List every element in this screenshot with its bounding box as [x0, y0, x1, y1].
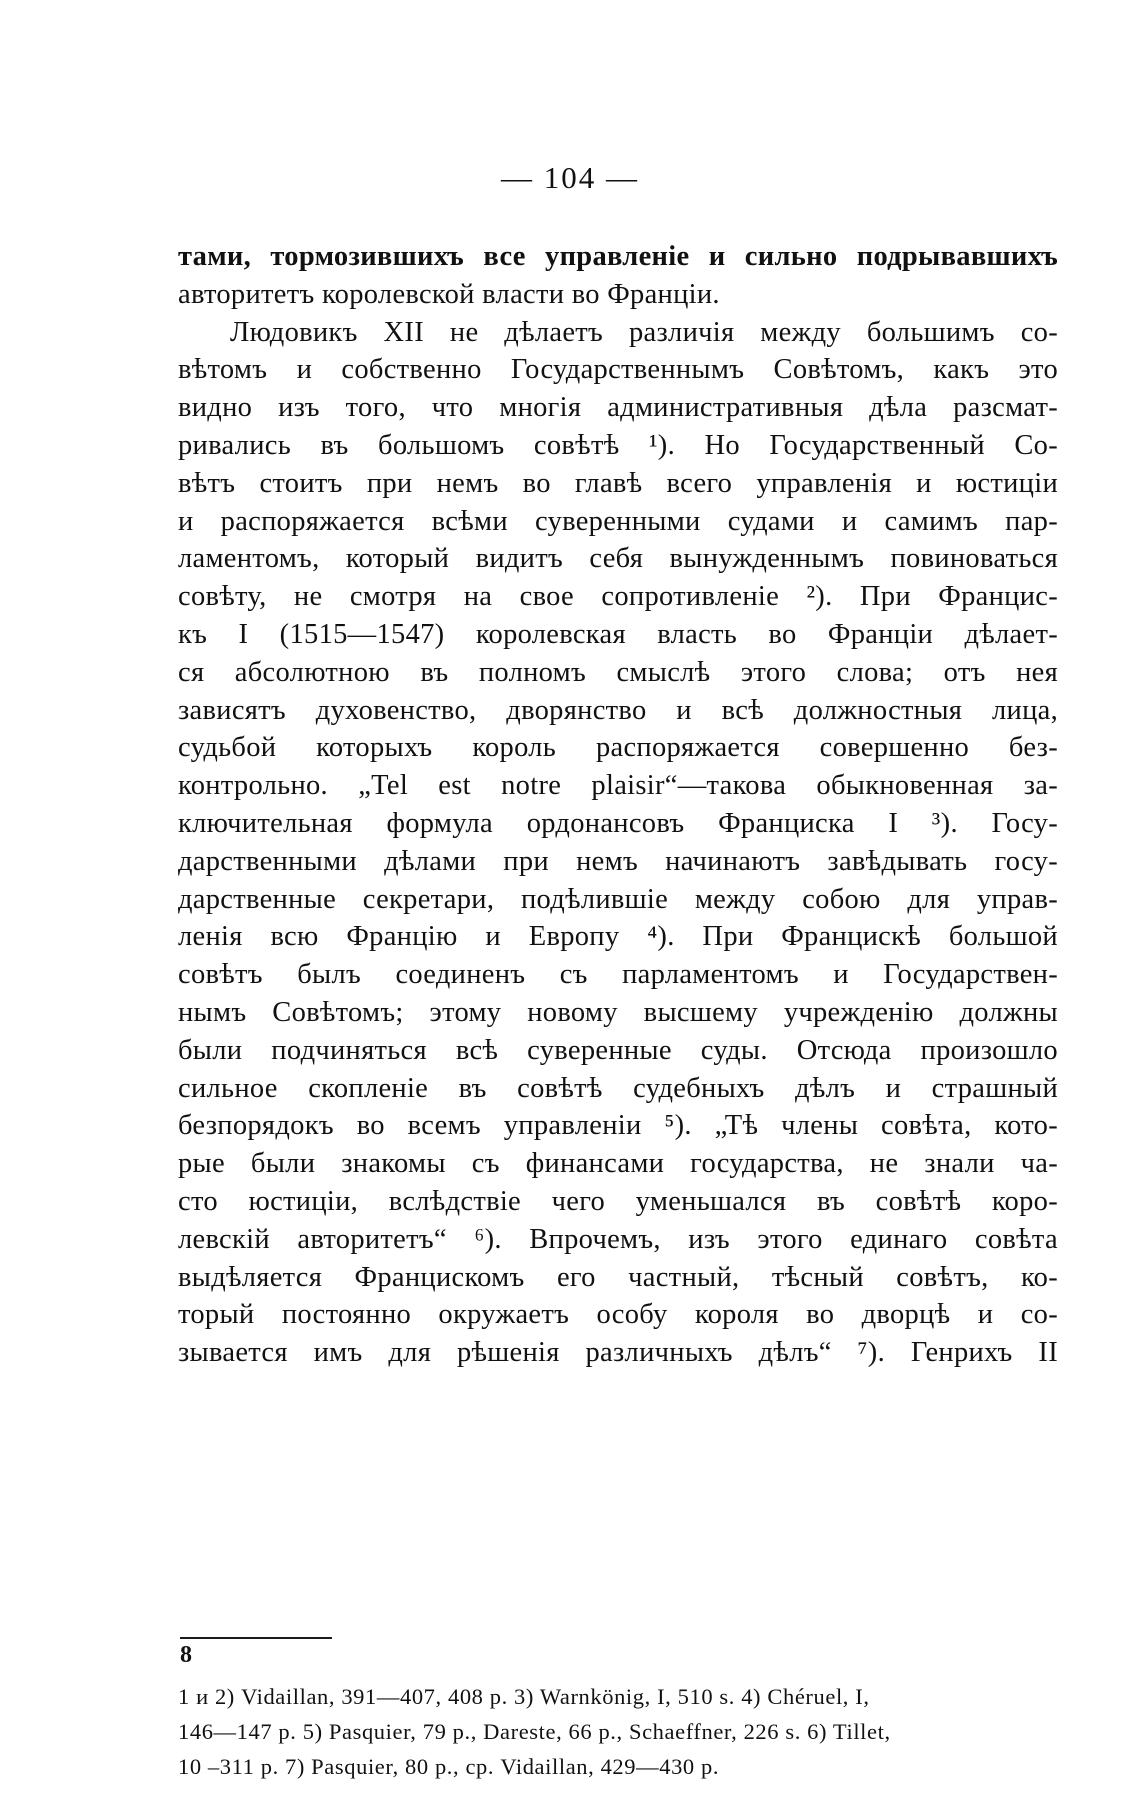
- footnote-line: 10 –311 p. 7) Pasquier, 80 p., ср. Vidaillan, 429—430 p.: [178, 1754, 720, 1779]
- text-line: левскій авторитетъ“ ⁶). Впрочемъ, изъ этого единаго совѣта: [178, 1223, 1058, 1255]
- text-line: ключительная формула ордонансовъ Франциска I ³). Госу-: [178, 807, 1058, 839]
- text-line: ленія всю Францію и Европу ⁴). При Францискѣ большой: [178, 921, 1058, 953]
- text-line: сильное скопленіе въ совѣтѣ судебныхъ дѣлъ и страшный: [178, 1072, 1058, 1104]
- text-line: сто юстиціи, вслѣдствіе чего уменьшался въ совѣтѣ коро-: [178, 1185, 1058, 1217]
- text-line: судьбой которыхъ король распоряжается совершенно без-: [178, 732, 1058, 764]
- footnote-line: 146—147 p. 5) Pasquier, 79 p., Dareste, 66 p., Schaeffner, 226 s. 6) Tillet,: [178, 1719, 891, 1744]
- text-line: вѣтъ стоитъ при немъ во главѣ всего управленія и юстиціи: [178, 467, 1058, 499]
- page-number: — 104 —: [501, 160, 639, 195]
- footnote-divider: [180, 1637, 332, 1639]
- text-line: выдѣляется Францискомъ его частный, тѣсный совѣтъ, ко-: [178, 1261, 1058, 1293]
- text-line: торый постоянно окружаетъ особу короля во дворцѣ и со-: [178, 1299, 1058, 1331]
- text-line: ривались въ большомъ совѣтѣ ¹). Но Государственный Со-: [178, 429, 1058, 461]
- text-line: дарственными дѣлами при немъ начинаютъ завѣдывать госу-: [178, 845, 1058, 877]
- text-line: были подчиняться всѣ суверенные суды. Отсюда произошло: [178, 1034, 1058, 1066]
- footnotes: [178, 1679, 1068, 1784]
- text-line: ся абсолютною въ полномъ смыслѣ этого слова; отъ нея: [178, 656, 1058, 688]
- text-line: безпорядокъ во всемъ управленіи ⁵). „Тѣ члены совѣта, кото-: [178, 1110, 1058, 1142]
- footnote-line: 1 и 2) Vidaillan, 391—407, 408 p. 3) Warnkönig, I, 510 s. 4) Chéruel, I,: [178, 1684, 870, 1709]
- text-line: нымъ Совѣтомъ; этому новому высшему учрежденію должны: [178, 996, 1058, 1028]
- text-line: совѣтъ былъ соединенъ съ парламентомъ и Государствен-: [178, 959, 1058, 991]
- text-line: авторитетъ королевской власти во Франціи.: [178, 278, 720, 310]
- signature-mark: 8: [180, 1642, 192, 1668]
- text-line: Людовикъ XII не дѣлаетъ различія между большимъ со-: [230, 316, 1058, 348]
- text-line: совѣту, не смотря на свое сопротивленіе ²). При Францис-: [178, 581, 1058, 613]
- text-line: ламентомъ, который видитъ себя вынужденнымъ повиноваться: [178, 543, 1058, 575]
- text-line: зывается имъ для рѣшенія различныхъ дѣлъ“ ⁷). Генрихъ II: [178, 1337, 1058, 1369]
- text-line: и распоряжается всѣми суверенными судами и самимъ пар-: [178, 505, 1058, 537]
- body-text: [178, 238, 1058, 1372]
- text-line: тами, тормозившихъ все управленіе и сильно подрывавшихъ: [178, 241, 1058, 272]
- text-line: видно изъ того, что многія административныя дѣла разсмат-: [178, 392, 1058, 424]
- text-line: рые были знакомы съ финансами государства, не знали ча-: [178, 1148, 1058, 1180]
- text-line: дарственные секретари, подѣлившіе между собою для управ-: [178, 883, 1058, 915]
- text-line: контрольно. „Tel est notre plaisir“—такова обыкновенная за-: [178, 770, 1058, 802]
- text-line: вѣтомъ и собственно Государственнымъ Совѣтомъ, какъ это: [178, 354, 1058, 386]
- text-line: зависятъ духовенство, дворянство и всѣ должностныя лица,: [178, 694, 1058, 726]
- text-line: къ I (1515—1547) королевская власть во Франціи дѣлает-: [178, 618, 1058, 650]
